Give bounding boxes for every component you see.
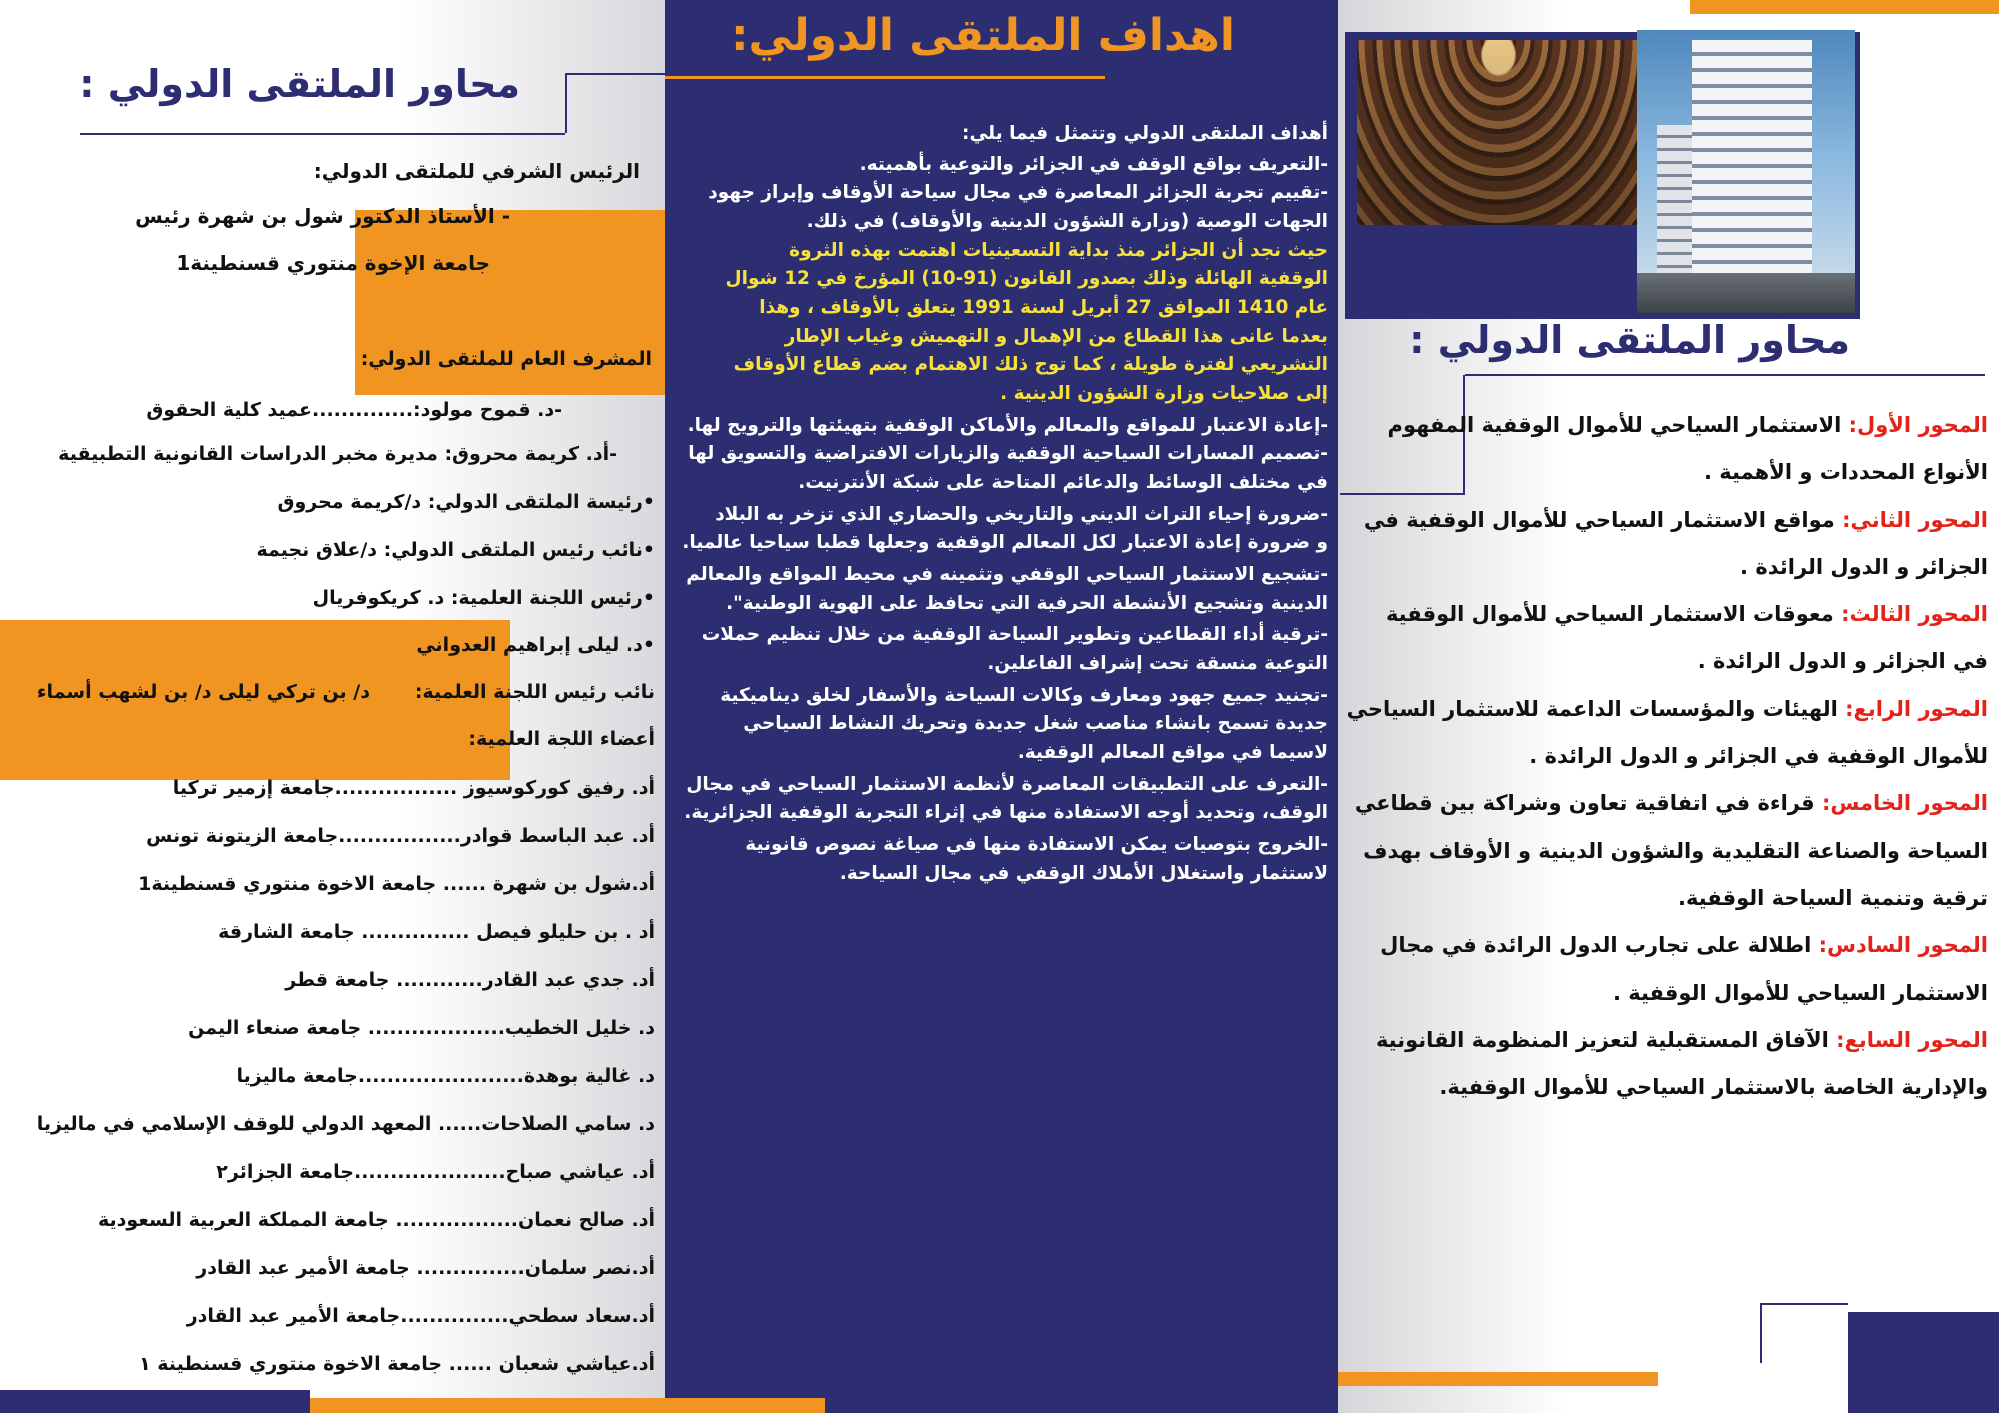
axis-item [1340,507,1988,582]
corner-line-v [1760,1303,1762,1363]
orange-strip-bottom-right [1338,1372,1658,1386]
title-connector-left-h [565,73,665,75]
axis-line [1340,790,1988,817]
axis-label: المحور الثاني: [1842,507,1988,532]
axis-item [1340,412,1988,487]
committee-member: أد.سعاد سطحي...............جامعة الأمير عبد القادر [186,1305,655,1327]
role-scientific-committee-head: •رئيس اللجنة العلمية: د. كريكوفريال [312,587,655,609]
middle-title: اهداف الملتقى الدولي: [730,10,1235,61]
objective-line: إلى صلاحيات وزارة الشؤون الدينية . [1000,383,1328,405]
axis-item [1340,696,1988,771]
axis-line: الأنواع المحددات و الأهمية . [1704,460,1988,485]
building-photo [1637,30,1855,313]
committee-member: د. سامي الصلاحات...... المعهد الدولي للوقف الإسلامي في ماليزيا [36,1113,655,1135]
axis-text: الهيئات والمؤسسات الداعمة للاستثمار السياحي [1346,696,1846,721]
objective-line: -تصميم المسارات السياحية الوقفية والزيارات الافتراضية والتسويق لها [688,443,1328,465]
objective-line: جديدة تسمح بانشاء مناصب شغل جديدة وتحريك النشاط السياحي [743,713,1328,735]
left-title: محاور الملتقى الدولي : [79,62,520,106]
axis-label: المحور الخامس: [1821,791,1988,816]
deputy-scientific-committee-label: نائب رئيس اللجنة العلمية: [414,681,655,703]
orange-strip-bottom-mid [665,1398,825,1413]
objective-line: -ضرورة إحياء التراث الديني والتاريخي والحضاري الذي تزخر به البلاد [715,503,1328,525]
objective-line: لاسيما في مواقع المعالم الوقفية. [1017,742,1328,764]
objective-line: بعدما عانى هذا القطاع من الإهمال و التهميش وغياب الإطار [784,325,1328,347]
corner-line-h [1760,1303,1848,1305]
axis-text: الاستثمار السياحي للأموال الوقفية المفهوم [1387,413,1849,437]
axis-text: قراءة في اتفاقية تعاون وشراكة بين قطاعي [1354,791,1822,816]
honorary-president-label: الرئيس الشرفي للملتقى الدولي: [313,159,640,183]
axis-item [1340,932,1988,1007]
objective-line: -ترقية أداء القطاعين وتطوير السياحة الوقفية من خلال تنظيم حملات [701,624,1328,646]
navy-block-bottom-right [1848,1312,1999,1413]
role-conference-president: •رئيسة الملتقى الدولي: د/كريمة محروق [277,491,655,513]
axis-item [1340,601,1988,676]
right-title: محاور الملتقى الدولي : [1409,318,1850,362]
objective-line: -الخروج بتوصيات يمكن الاستفادة منها في صياغة نصوص قانونية [745,834,1328,856]
axis-item [1340,790,1988,912]
committee-member: د. خليل الخطيب................... جامعة صنعاء اليمن [188,1017,655,1039]
title-underline-left [80,133,565,135]
objective-line: عام 1410 الموافق 27 أبريل لسنة 1991 يتعلق بالأوقاف ، وهذا [759,297,1328,319]
axis-line: والإدارية الخاصة بالاستثمار السياحي للأموال الوقفية. [1439,1075,1988,1100]
title-underline-mid [665,76,1105,79]
committee-member: أد. عياشي صباح.....................جامعة الجزائر٢ [216,1161,655,1183]
objective-line: الجهات الوصية (وزارة الشؤون الدينية والأوقاف) في ذلك. [806,211,1328,233]
deputy-scientific-committee-names: د/ بن تركي ليلى د/ بن لشهب أسماء [36,681,370,703]
committee-member: أد. جدي عبد القادر............ جامعة قطر [285,969,655,991]
axis-label: المحور الثالث: [1841,602,1988,627]
axis-line [1340,1027,1988,1054]
committee-member: أد . بن حليلو فيصل ............... جامعة الشارقة [218,921,655,943]
committee-member: أد.شول بن شهرة ...... جامعة الاخوة منتوري قسنطينة1 [138,873,655,895]
general-supervisor-line1: -د. قموح مولود:..............عميد كلية الحقوق [146,399,562,421]
committee-member: أد. عبد الباسط قوادر.................جامعة الزيتونة تونس [146,825,655,847]
axis-line [1340,412,1988,439]
general-supervisor-label: المشرف العام للملتقى الدولي: [360,348,652,370]
title-connector-left [565,73,567,133]
committee-member: أد.عياشي شعبان ...... جامعة الاخوة منتوري قسنطينة ١ [139,1353,655,1375]
axis-line: السياحة والصناعة التقليدية والشؤون الدينية و الأوقاف بهدف [1363,838,1988,863]
objective-line: -التعرف على التطبيقات المعاصرة لأنظمة الاستثمار السياحي في مجال [686,773,1328,795]
objective-line: -تشجيع الاستثمار السياحي الوقفي وتثمينه في محيط المواقع والمعالم [686,564,1328,586]
committee-member: أد. رفيق كوركوسيوز .................جامعة إزمير تركيا [172,777,655,799]
objective-line: حيث نجد أن الجزائر منذ بداية التسعينيات اهتمت بهذه الثروة [789,239,1328,261]
scientific-committee-members-label: أعضاء اللجة العلمية: [468,728,655,750]
role-member-adwani: •د. ليلى إبراهيم العدواني [416,634,655,656]
axis-text: الآفاق المستقبلية لتعزيز المنظومة القانونية [1375,1027,1837,1052]
objective-line: في مختلف الوسائط والدعائم المتاحة على شبكة الأنترنيت. [798,472,1328,494]
objective-line: -تقييم تجربة الجزائر المعاصرة في مجال سياحة الأوقاف وإبراز جهود [708,182,1328,204]
title-underline-right [1465,374,1985,376]
objectives-list [680,120,1328,888]
objective-line: و ضرورة إعادة الاعتبار لكل المعالم الوقفية وجعلها قطبا سياحيا عالميا. [682,532,1328,554]
objective-line: -إعادة الاعتبار للمواقع والمعالم والأماكن الوقفية بتهيئتها والترويج لها. [687,414,1328,436]
objective-line: لاستثمار واستغلال الأملاك الوقفي في مجال السياحة. [839,862,1328,884]
objective-line: التشريعي لفترة طويلة ، كما توج ذلك الاهتمام بضم قطاع الأوقاف [733,354,1328,376]
axis-line: الاستثمار السياحي للأموال الوقفية . [1612,980,1988,1005]
axis-line [1340,601,1988,628]
objective-line: التوعية منسقة تحت إشراف الفاعلين. [987,653,1328,675]
axis-line [1340,932,1988,959]
axis-label: المحور السادس: [1818,933,1988,958]
committee-member: أد.نصر سلمان............... جامعة الأمير عبد القادر [196,1257,655,1279]
axis-text: مواقع الاستثمار السياحي للأموال الوقفية في [1363,507,1843,532]
axis-line: في الجزائر و الدول الرائدة . [1697,649,1988,674]
honorary-president-line2: جامعة الإخوة منتوري قسنطينة1 [176,251,490,275]
axis-label: المحور السابع: [1836,1027,1988,1052]
orange-strip-bottom-left [310,1398,665,1413]
conference-axes-list [1340,412,1988,1121]
axis-line: الجزائر و الدول الرائدة . [1740,554,1988,579]
axis-item [1340,1027,1988,1102]
axis-label: المحور الأول: [1848,413,1988,437]
navy-strip-bottom-left [0,1390,310,1413]
axis-text: معوقات الاستثمار السياحي للأموال الوقفية [1385,602,1842,627]
axis-label: المحور الرابع: [1845,696,1988,721]
role-vice-president: •نائب رئيس الملتقى الدولي: د/علاق نجيمة [256,539,655,561]
axis-line: ترقية وتنمية السياحة الوقفية. [1677,885,1988,910]
committee-member: أد. صالح نعمان................. جامعة المملكة العربية السعودية [97,1209,655,1231]
objective-line: أهداف الملتقى الدولي وتتمثل فيما يلي: [962,123,1328,144]
axis-line: للأموال الوقفية في الجزائر و الدول الرائدة . [1529,744,1988,769]
axis-line [1340,507,1988,534]
objective-line: -التعريف بواقع الوقف في الجزائر والتوعية بأهميته. [859,153,1328,175]
axis-line [1340,696,1988,723]
general-supervisor-line2: -أد. كريمة محروق: مديرة مخبر الدراسات القانونية التطبيقية [58,443,617,465]
objective-line: الوقف، وتحديد أوجه الاستفادة منها في إثراء التجربة الوقفية الجزائرية. [684,802,1328,824]
objective-line: الوقفية الهائلة وذلك بصدور القانون (91-10) المؤرخ في 12 شوال [725,268,1328,290]
axis-text: اطلالة على تجارب الدول الرائدة في مجال [1380,933,1819,958]
committee-member: د. غالية بوهدة.......................جامعة ماليزيا [236,1065,655,1087]
objective-line: الدينية وتشجيع الأنشطة الحرفية التي تحافظ على الهوية الوطنية". [726,592,1328,614]
orange-strip-top-right [1690,0,1999,14]
parliament-chamber-photo [1357,40,1640,225]
objective-line: -تجنيد جميع جهود ومعارف وكالات السياحة والأسفار لخلق ديناميكية [720,684,1328,706]
honorary-president-line1: - الأستاذ الدكتور شول بن شهرة رئيس [135,204,510,228]
